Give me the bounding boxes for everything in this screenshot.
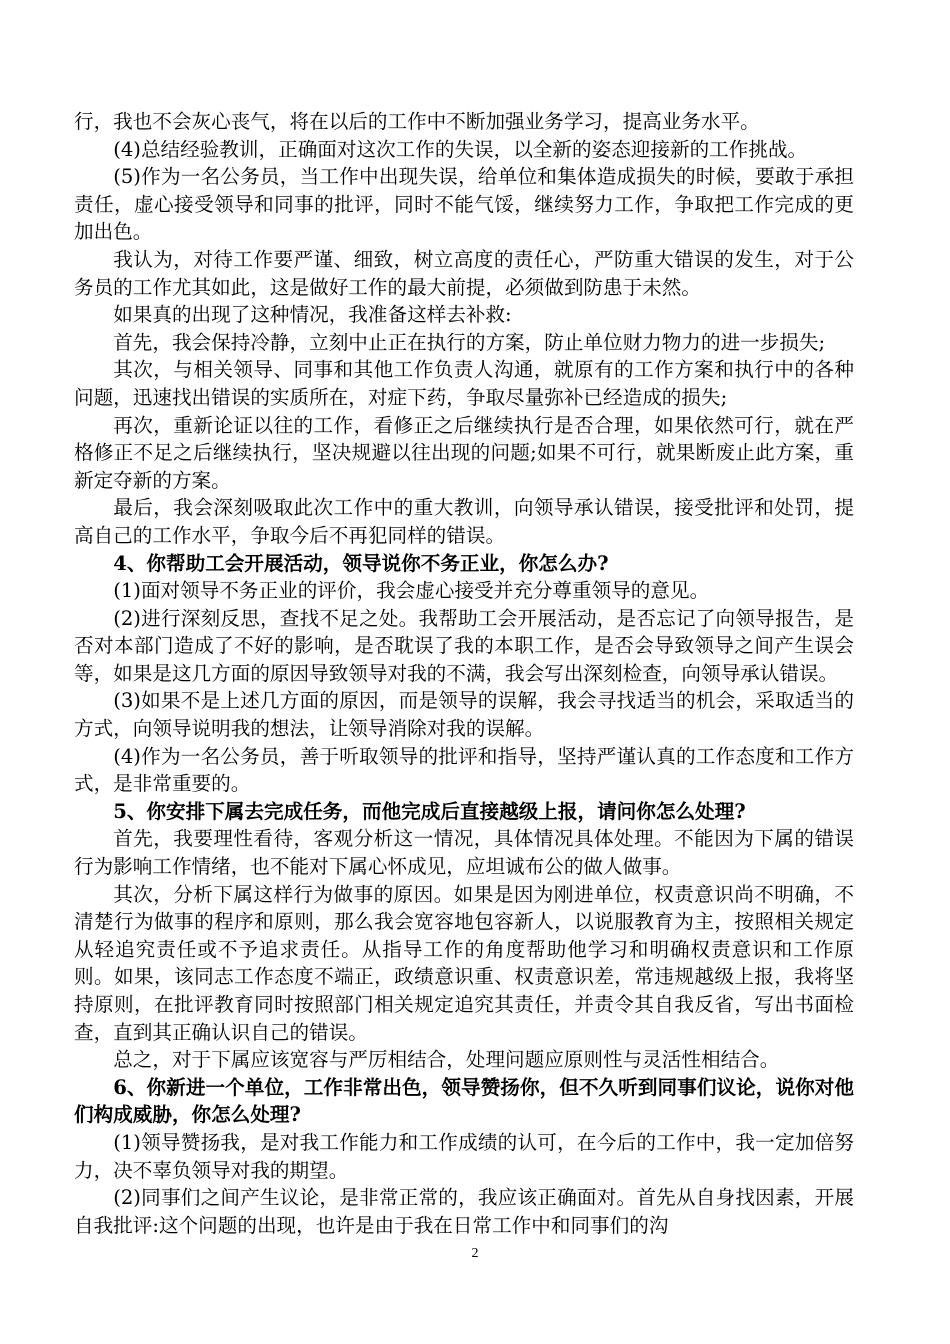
body-paragraph: 总之，对于下属应该宽容与严厉相结合，处理问题应原则性与灵活性相结合。 [113, 1048, 780, 1072]
body-paragraph: (4)总结经验教训，正确面对这次工作的失误，以全新的姿态迎接新的工作挑战。 [113, 137, 808, 161]
body-paragraph: (3)如果不是上述几方面的原因，而是领导的误解，我会寻找适当的机会，采取适当的方式，向领导说明我的想法，让领导消除对我的误解。 [74, 689, 854, 741]
section-heading: 4、你帮助工会开展活动，领导说你不务正业，你怎么办? [113, 551, 609, 575]
body-paragraph: (4)作为一名公务员，善于听取领导的批评和指导，坚持严谨认真的工作态度和工作方式，是非常重要的。 [74, 744, 854, 796]
body-paragraph: 行，我也不会灰心丧气，将在以后的工作中不断加强业务学习，提高业务水平。 [74, 110, 760, 133]
body-paragraph: (1)面对领导不务正业的评价，我会虚心接受并充分尊重领导的意见。 [113, 579, 710, 603]
body-paragraph: 其次，分析下属这样行为做事的原因。如果是因为刚进单位，权责意识尚不明确，不清楚行为做事的程序和原则，那么我会宽容地包容新人，以说服教育为主，按照相关规定从轻追究责任或不予追求责任。从指导工作的角度帮助他学习和明确权责意识和工作原则。如果，该同志工作态度不端正，政绩意识重、权责意识差，常违规越级上报，我将坚持原则，在批评教育同时按照部门相关规定追究其责任，并责令其自我反省，写出书面检查，直到其正确认识自己的错误。 [74, 882, 854, 1044]
body-paragraph: 最后，我会深刻吸取此次工作中的重大教训，向领导承认错误，接受批评和处罚，提高自己的工作水平，争取今后不再犯同样的错误。 [74, 496, 854, 547]
body-paragraph: (5)作为一名公务员，当工作中出现失误，给单位和集体造成损失的时候，要敢于承担责任，虚心接受领导和同事的批评，同时不能气馁，继续努力工作，争取把工作完成的更加出色。 [74, 165, 854, 244]
body-paragraph: 再次，重新论证以往的工作，看修正之后继续执行是否合理，如果依然可行，就在严格修正不足之后继续执行，坚决规避以往出现的问题;如果不可行，就果断废止此方案，重新定夺新的方案。 [74, 413, 854, 492]
body-paragraph: (2)同事们之间产生议论，是非常正常的，我应该正确面对。首先从自身找因素，开展自我批评:这个问题的出现，也许是由于我在日常工作中和同事们的沟 [74, 1186, 854, 1237]
body-paragraph: (2)进行深刻反思，查找不足之处。我帮助工会开展活动，是否忘记了向领导报告，是否对本部门造成了不好的影响，是否耽误了我的本职工作，是否会导致领导之间产生误会等，如果是这几方面的原因导致领导对我的不满，我会写出深刻检查，向领导承认错误。 [74, 606, 854, 685]
body-paragraph: 首先，我要理性看待，客观分析这一情况，具体情况具体处理。不能因为下属的错误行为影响工作情绪，也不能对下属心怀成见，应坦诚布公的做人做事。 [74, 827, 854, 879]
section-heading: 5、你安排下属去完成任务，而他完成后直接越级上报，请问你怎么处理? [113, 799, 746, 823]
body-paragraph: 首先，我会保持冷静，立刻中止正在执行的方案，防止单位财力物力的进一步损失; [113, 330, 826, 354]
body-paragraph: (1)领导赞扬我，是对我工作能力和工作成绩的认可，在今后的工作中，我一定加倍努力，决不辜负领导对我的期望。 [74, 1130, 854, 1182]
section-heading: 6、你新进一个单位，工作非常出色，领导赞扬你，但不久听到同事们议论，说你对他们构成威胁，你怎么处理? [74, 1075, 854, 1127]
page-number: 2 [471, 1246, 479, 1261]
body-paragraph: 其次，与相关领导、同事和其他工作负责人沟通，就原有的工作方案和执行中的各种问题，迅速找出错误的实质所在，对症下药，争取尽量弥补已经造成的损失; [74, 358, 854, 409]
body-paragraph: 如果真的出现了这种情况，我准备这样去补救: [113, 303, 512, 327]
document-body [74, 108, 854, 1239]
body-paragraph: 我认为，对待工作要严谨、细致，树立高度的责任心，严防重大错误的发生，对于公务员的工作尤其如此，这是做好工作的最大前提，必须做到防患于未然。 [74, 247, 854, 299]
